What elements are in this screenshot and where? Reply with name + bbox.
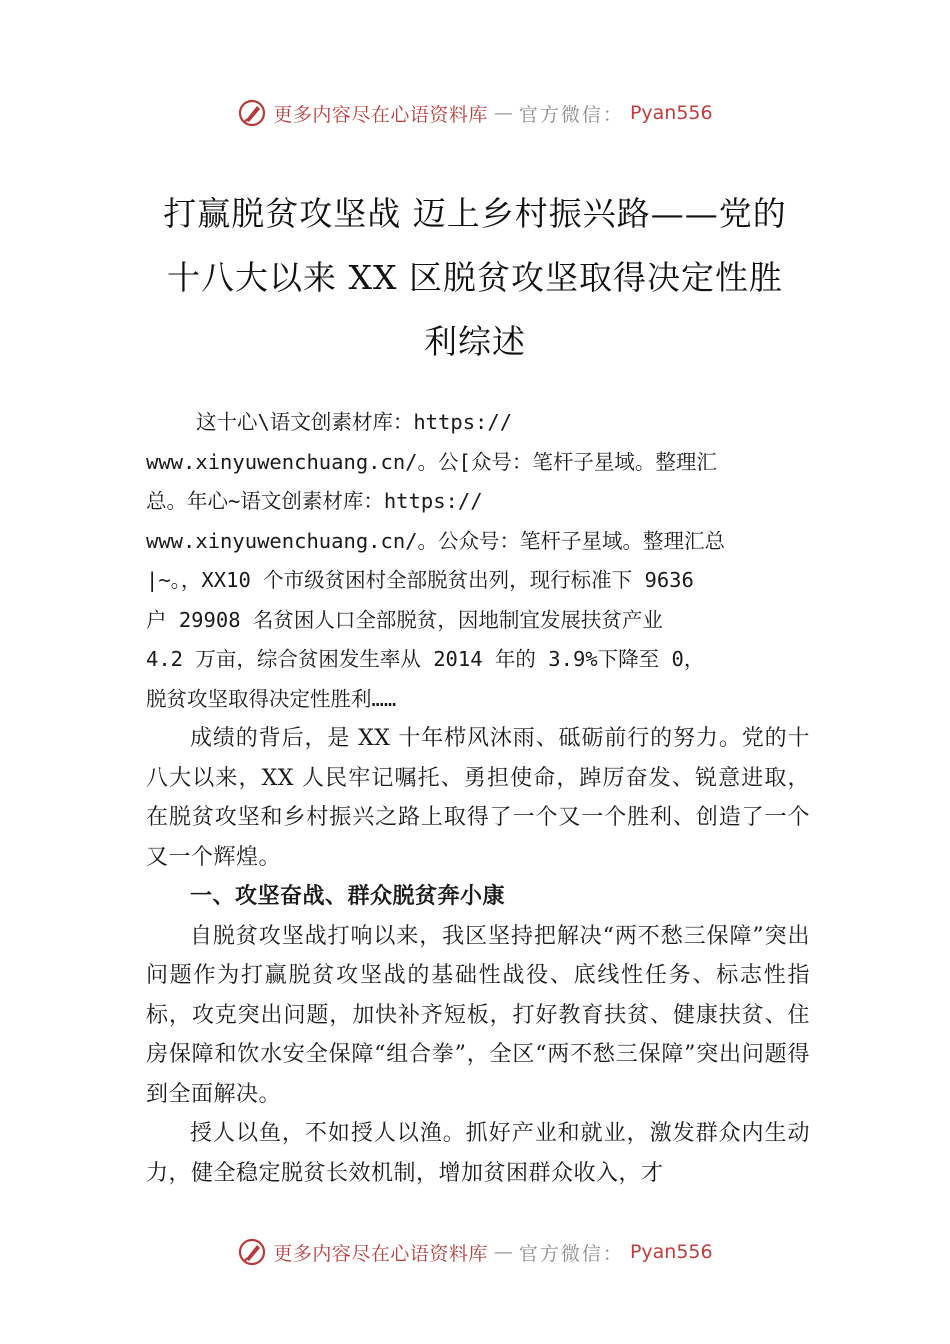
intro-line: 这十心\语文创素材库：https://: [196, 410, 513, 434]
watermark-wechat-id: Pyan556: [629, 1241, 713, 1263]
paragraph-achievements: 成绩的背后，是 XX 十年栉风沐雨、砥砺前行的努力。党的十八大以来，XX 人民牢记嘱托、勇担使命，踔厉奋发、锐意进取，在脱贫攻坚和乡村振兴之路上取得了一个又一个胜利、创造了一个又一个辉煌。: [146, 726, 810, 870]
intro-line: |~。，XX10 个市级贫困村全部脱贫出列，现行标准下 9636: [146, 568, 694, 592]
section-heading-1: 一、攻坚奋战、群众脱贫奔小康: [190, 884, 506, 909]
pen-nib-logo-icon: [237, 98, 267, 128]
title-line-1: 打赢脱贫攻坚战 迈上乡村振兴路——党的: [163, 194, 787, 233]
title-line-2: 十八大以来 XX 区脱贫攻坚取得决定性胜: [167, 258, 783, 297]
intro-line: www.xinyuwenchuang.cn/。公众号：笔杆子星域。整理汇总: [146, 528, 726, 553]
intro-line: www.xinyuwenchuang.cn/。公[众号：笔杆子星域。整理汇: [146, 449, 717, 474]
document-title: [140, 182, 810, 374]
watermark-brand: 更多内容尽在心语资料库: [273, 1242, 488, 1265]
intro-line: 户 29908 名贫困人口全部脱贫，因地制宜发展扶贫产业: [146, 607, 663, 632]
paragraph-industry-employment: 授人以鱼，不如授人以渔。抓好产业和就业，激发群众内生动力，健全稳定脱贫长效机制，增加贫困群众收入，才: [146, 1121, 810, 1186]
intro-line: 脱贫攻坚取得决定性胜利……: [146, 686, 397, 711]
watermark-brand: 更多内容尽在心语资料库: [273, 103, 488, 126]
header-watermark: [0, 98, 950, 128]
intro-line: 总。年心~语文创素材库：https://: [146, 489, 483, 513]
intro-paragraph: [146, 403, 810, 719]
paragraph-two-guarantees: 自脱贫攻坚战打响以来，我区坚持把解决“两不愁三保障”突出问题作为打赢脱贫攻坚战的基础性战役、底线性任务、标志性指标，攻克突出问题，加快补齐短板，打好教育扶贫、健康扶贫、住房保障和饮水安全保障“组合拳”，全区“两不愁三保障”突出问题得到全面解决。: [146, 923, 810, 1107]
watermark-separator: —: [493, 102, 513, 124]
watermark-wechat-id: Pyan556: [629, 102, 713, 124]
document-body: [146, 403, 810, 1193]
watermark-official-label: 官方微信：: [518, 1242, 624, 1265]
watermark-separator: —: [493, 1241, 513, 1263]
footer-watermark: [0, 1237, 950, 1267]
pen-nib-logo-icon: [237, 1237, 267, 1267]
intro-line: 4.2 万亩，综合贫困发生率从 2014 年的 3.9%下降至 0，: [146, 647, 705, 671]
title-line-3: 利综述: [424, 322, 526, 361]
watermark-official-label: 官方微信：: [518, 103, 624, 126]
